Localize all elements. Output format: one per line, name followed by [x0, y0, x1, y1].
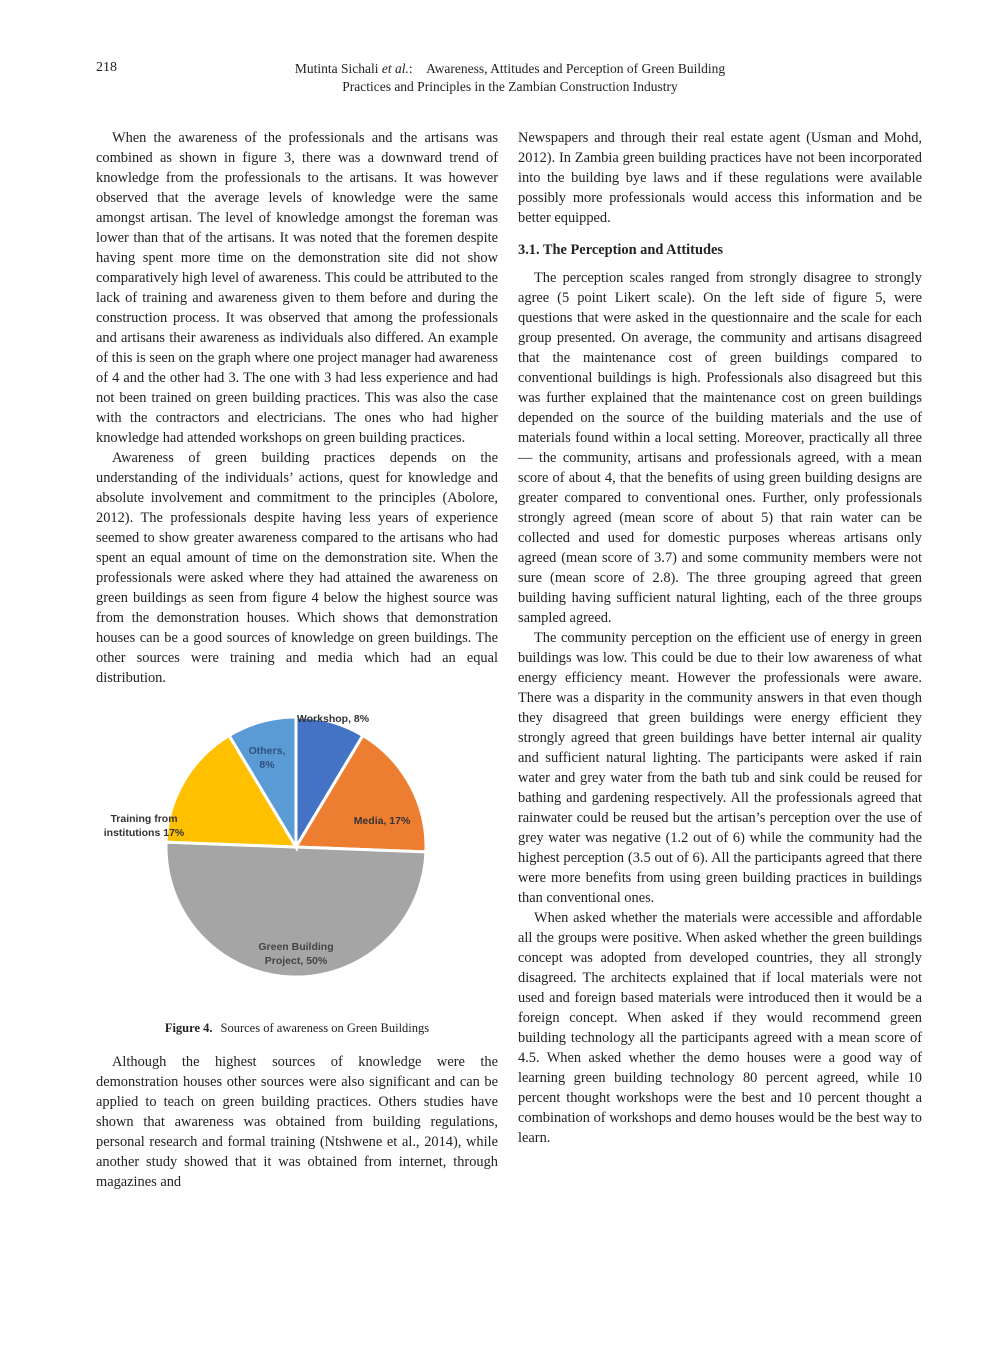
- figure-number: Figure 4.: [164, 1021, 213, 1035]
- running-title-et-al: et al.: [381, 61, 409, 76]
- running-title-line-1: [230, 60, 790, 78]
- running-title: [230, 60, 790, 96]
- pie-label-workshop: Workshop, 8%: [296, 713, 370, 725]
- pie-label-media: Media, 17%: [353, 815, 411, 827]
- page-header: [0, 60, 992, 100]
- right-paragraph-1: Newspapers and through their real estate agent (Usman and Mohd, 2012). In Zambia green building practices have not been incorporated into the building bye laws and if these regulations were available possibly more professionals would access this information and be better equipped.: [518, 130, 922, 226]
- running-title-line-2: Practices and Principles in the Zambian Construction Industry: [342, 79, 678, 94]
- right-paragraph-2: The perception scales ranged from strongly disagree to strongly agree (5 point Likert scale). On the left side of figure 5, were questions that were asked in the questionnaire and the scale for each group presented. On average, the community and artisans disagreed that the maintenance cost of green buildings compared to conventional buildings is high. Professionals also disagreed but this was further explained that the maintenance cost on green buildings depended on the source of the building materials and the use of materials found within a local setting. Moreover, practically all three — the community, artisans and professionals agreed, with a mean score of about 4, that the benefits of using green building designs are greater compared to conventional ones. Further, only professionals strongly agreed (mean score of about 5) that rain water can be collected and used for domestic purposes whereas artisans only agreed (mean score of 3.7) and some community members were not sure (mean score of 2.8). The three grouping agreed that green building having sufficient natural lighting, each of the three groups sampled agreed.: [518, 270, 922, 626]
- left-paragraph-3: Although the highest sources of knowledge were the demonstration houses other sources were also significant and can be applied to teach on green building practices. Others studies have shown that awareness was obtained from building regulations, personal research and formal training (Ntshwene et al., 2014), while another study showed that it was obtained from internet, through magazines and: [96, 1054, 498, 1190]
- left-column: [96, 128, 498, 1192]
- right-paragraph-3: The community perception on the efficient use of energy in green buildings was low. This could be due to their low awareness of what energy efficiency meant. However the professionals were aware. There was a disparity in the community answers in that even though they disagreed that green buildings were energy efficient they strongly agreed that green buildings have better internal air quality and sufficient natural lighting. The participants were asked if rain water and grey water from the bath tub and sink could be reused for bathing and gardening respectively. All the professionals agreed that rainwater could be reused but the artisan’s perception over the use of grey water was negative (1.2 out of 6) while the community had the highest perception (3.5 out of 6). All the participants agreed that there were more benefits from using green building practices in buildings than conventional ones.: [518, 630, 922, 906]
- running-title-authors: Mutinta Sichali: [294, 61, 379, 76]
- left-paragraph-1: When the awareness of the professionals and the artisans was combined as shown in figure 3, there was a downward trend of knowledge from the professionals to the artisans. It was however observed that the average levels of knowledge were the same amongst artisan. The level of knowledge amongst the foreman was lower than that of the artisans. It was noted that the foremen despite having spent more time on the demonstration site did not show comparatively high level of awareness. This could be attributed to the lack of training and awareness given to them before and during the construction process. It was observed that among the professionals and artisans their awareness as individuals also differed. An example of this is seen on the graph where one project manager had awareness of 4 and the other had 3. The one with 3 had less experience and had not been trained on green building practices. This was also the case with the contractors and electricians. The ones who had higher knowledge had attended workshops on green building practices.: [96, 130, 498, 446]
- right-column: [518, 128, 922, 1148]
- page-number: 218: [96, 60, 117, 75]
- pie-chart: [96, 702, 498, 1012]
- right-paragraph-4: When asked whether the materials were accessible and affordable all the groups were positive. When asked whether the green buildings concept was adopted from developed countries, they all strongly disagreed. The architects explained that if local materials were not used and foreign based materials were introduced then it would be a foreign concept. When asked if they would recommend green building technology all the participants agreed with a mean score of 4.5. When asked whether the demo houses were a good way of learning green building technology 80 percent agreed, while 10 percent thought workshops were the best and 10 percent thought a combination of workshops and demo houses would be the best way to learn.: [518, 910, 922, 1146]
- figure-4: [96, 702, 498, 1042]
- figure-caption: [96, 1018, 498, 1038]
- pie-label-others: Others, 8%: [248, 745, 286, 771]
- pie-label-green-building-project: Green Building Project, 50%: [258, 941, 334, 967]
- running-title-colon: :: [408, 61, 413, 76]
- left-paragraph-2: Awareness of green building practices depends on the understanding of the individuals’ actions, quest for knowledge and absolute involvement and commitment to the principles (Abolore, 2012). The professionals despite having less years of experience seemed to show greater awareness compared to the artisans who had spent an equal amount of time on the demonstration site. When the professionals were asked where they had attained the awareness on green buildings as seen from figure 4 below the highest source was from the demonstration houses. Which shows that demonstration houses can be a good sources of knowledge on green buildings. The other sources were training and media which had an equal distribution.: [96, 450, 498, 686]
- running-title-text-1: Awareness, Attitudes and Perception of Green Building: [426, 61, 726, 76]
- section-heading: 3.1. The Perception and Attitudes: [518, 242, 723, 258]
- figure-caption-text: Sources of awareness on Green Buildings: [220, 1021, 430, 1035]
- pie-label-training-from-institutions: Training from institutions 17%: [103, 813, 185, 839]
